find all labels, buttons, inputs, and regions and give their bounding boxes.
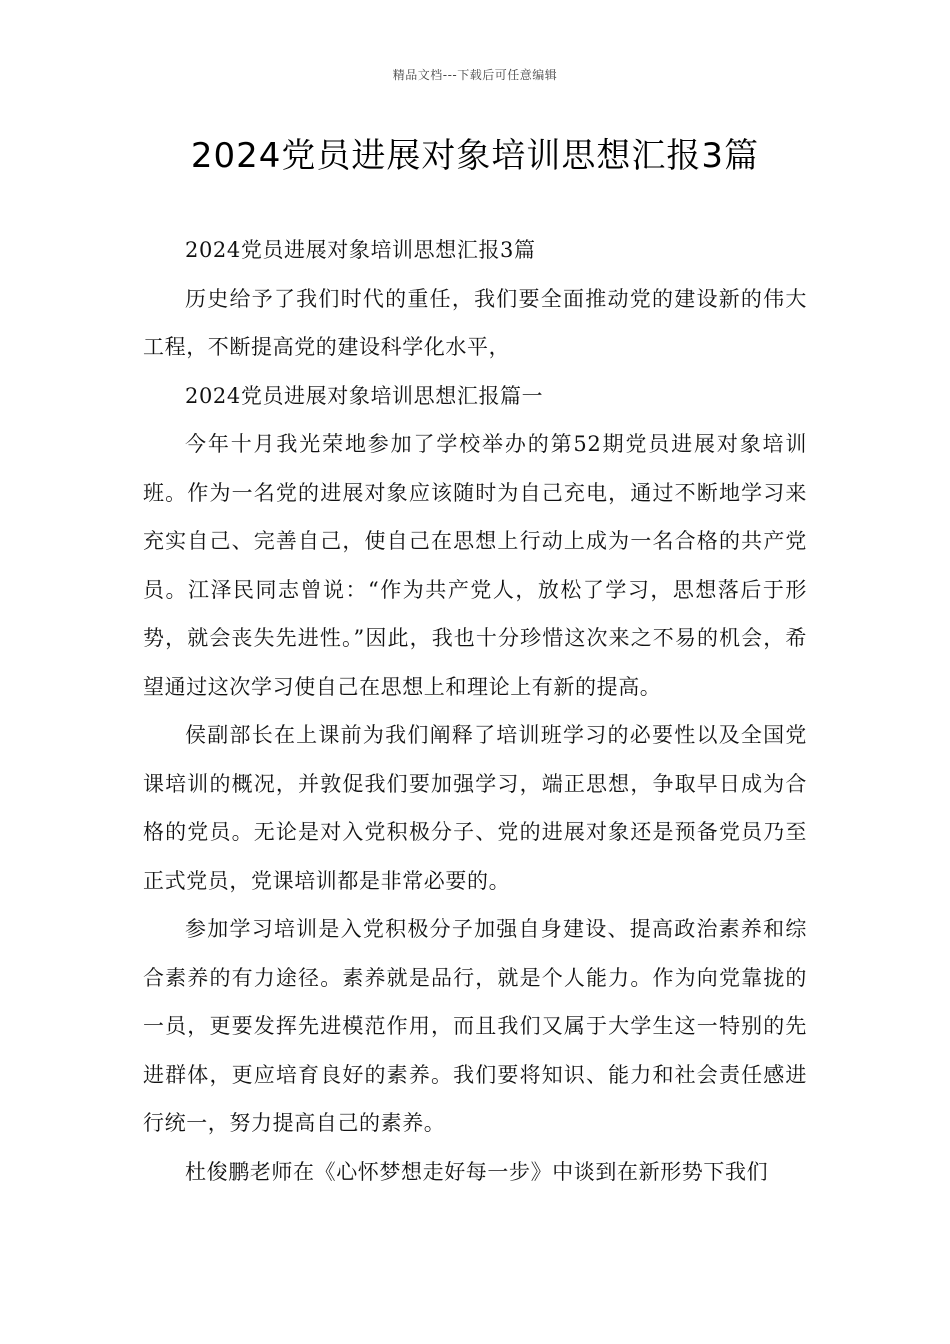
- paragraph-section-heading: 2024党员进展对象培训思想汇报篇一: [185, 383, 544, 408]
- header-note: 精品文档---下载后可任意编辑: [392, 68, 558, 82]
- paragraph-intro: 历史给予了我们时代的重任，我们要全面推动党的建设新的伟大工程，不断提高党的建设科学化水平，: [143, 286, 807, 359]
- paragraph-body: 参加学习培训是入党积极分子加强自身建设、提高政治素养和综合素养的有力途径。素养就是品行，就是个人能力。作为向党靠拢的一员，更要发挥先进模范作用，而且我们又属于大学生这一特别的先进群体，更应培育良好的素养。我们要将知识、能力和社会责任感进行统一，努力提高自己的素养。: [143, 917, 807, 1135]
- paragraph-subtitle: 2024党员进展对象培训思想汇报3篇: [185, 238, 536, 262]
- paragraph-body: 今年十月我光荣地参加了学校举办的第52期党员进展对象培训班。作为一名党的进展对象应该随时为自己充电，通过不断地学习来充实自己、完善自己，使自己在思想上行动上成为一名合格的共产党员。江泽民同志曾说：“作为共产党人，放松了学习，思想落后于形势，就会丧失先进性。”因此，我也十分珍惜这次来之不易的机会，希望通过这次学习使自己在思想上和理论上有新的提高。: [143, 432, 807, 699]
- document-title: 2024党员进展对象培训思想汇报3篇: [190, 136, 760, 176]
- paragraph-body: 侯副部长在上课前为我们阐释了培训班学习的必要性以及全国党课培训的概况，并敦促我们要加强学习，端正思想，争取早日成为合格的党员。无论是对入党积极分子、党的进展对象还是预备党员乃至正式党员，党课培训都是非常必要的。: [143, 723, 807, 893]
- document-body: [143, 226, 807, 1196]
- paragraph-body: 杜俊鹏老师在《心怀梦想走好每一步》中谈到在新形势下我们: [185, 1159, 769, 1184]
